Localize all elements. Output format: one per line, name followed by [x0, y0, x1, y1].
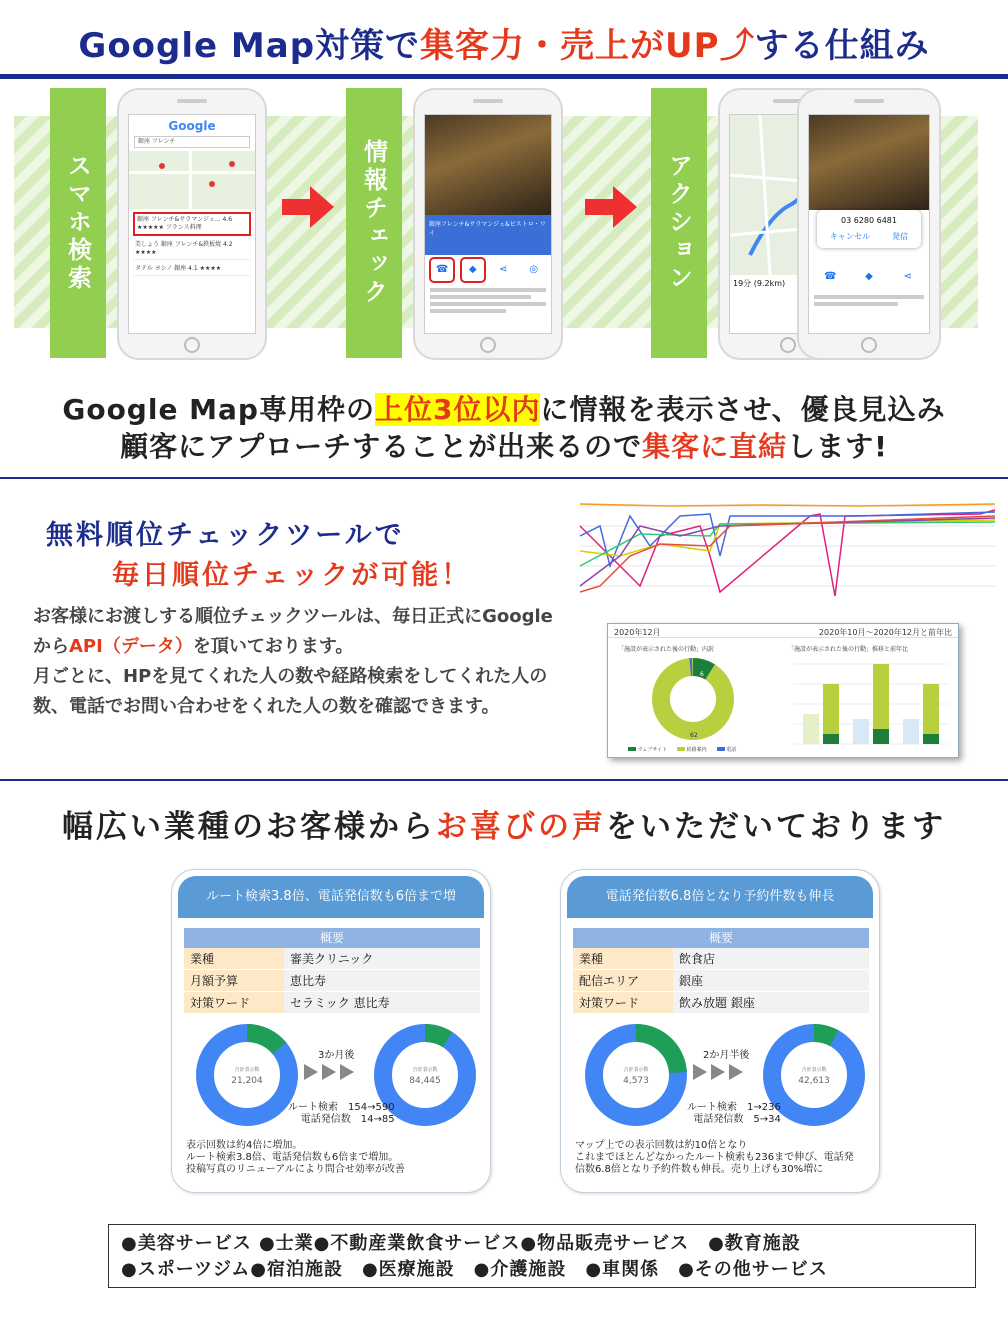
tool-subheading: 毎日順位チェックが可能！ [112, 560, 472, 591]
case-notes: マップ上での表示回数は約10倍となり これまでほとんどなかったルート検索も236まで伸び、電話発 信数6.8倍となり予約件数も伸長。売り上げも30%増に [575, 1140, 854, 1175]
phone-icon: ☎ [824, 271, 837, 282]
tool-heading: 無料順位チェックツールで [46, 520, 405, 551]
statement-line2 [0, 425, 1008, 465]
case-card-clinic [171, 869, 491, 1193]
donut-legend [628, 746, 736, 753]
section-divider [0, 477, 1008, 479]
legend-route: 経路案内 [677, 746, 707, 753]
page-title [0, 18, 1008, 67]
flow-arrow-icon [282, 192, 334, 222]
donut-label: 合計表示数 [623, 1067, 649, 1073]
row-key: 業種 [573, 948, 673, 969]
metric-route: ルート検索 154→590 [288, 1102, 395, 1113]
table-row [573, 992, 869, 1014]
call-dialog [817, 210, 921, 248]
step-info-check: 情報チェック [346, 88, 402, 358]
google-logo: Google [168, 119, 216, 133]
row-value: 飲食店 [673, 948, 869, 969]
progress-arrow-icon [304, 1064, 318, 1080]
voice-red: お喜びの声 [436, 809, 606, 845]
donut-value: 42,613 [798, 1076, 830, 1086]
table-row [184, 970, 480, 992]
metric-route: ルート検索 1→236 [687, 1102, 781, 1113]
phone-icon: ☎ [431, 259, 453, 281]
progress-arrow-icon [693, 1064, 707, 1080]
statement-text: 顧客にアプローチすることが出来るので [120, 430, 643, 463]
row-key: 業種 [184, 948, 284, 969]
donut-value: 21,204 [231, 1076, 263, 1086]
progress-arrow-icon [340, 1064, 354, 1080]
donut-caption: 「施設が表示された後の行動」内訳 [618, 646, 715, 653]
before-donut [583, 1022, 689, 1128]
donut-value: 4,573 [623, 1076, 649, 1086]
phone-call-screenshot [797, 88, 941, 360]
table-row [184, 948, 480, 970]
listing: 美しょう 銀座 フレンチ&鉄板焼 4.2 ★★★★ [133, 239, 251, 260]
row-key: 月額予算 [184, 970, 284, 991]
table-header: 概要 [573, 928, 869, 948]
section-divider [0, 779, 1008, 781]
title-part2: する仕組み [754, 26, 930, 66]
statement-red: 集客に直結 [642, 430, 788, 463]
industries-line1: ●美容サービス ●士業●不動産業飲食サービス●物品販売サービス ●教育施設 [121, 1233, 801, 1254]
row-key: 対策ワード [573, 992, 673, 1013]
search-query: 銀座 フレンチ [134, 136, 250, 148]
statement-text: Google Map専用枠の [62, 393, 375, 426]
directions-icon: ◆ [462, 259, 484, 281]
donut-value-label: 62 [690, 732, 698, 739]
step-smartphone-search: スマホ検索 [50, 88, 106, 358]
case-notes: 表示回数は約4倍に増加。 ルート検索3.8倍、電話発信数も6倍まで増加。 投稿写真のリニューアルにより問合せ効率が改善 [186, 1140, 405, 1175]
row-key: 対策ワード [184, 992, 284, 1013]
statement-line1 [0, 388, 1008, 428]
share-icon: ⋖ [903, 271, 912, 282]
row-value: 銀座 [673, 970, 869, 991]
case-summary-table [184, 928, 480, 1014]
phone-detail-screenshot [413, 88, 563, 360]
metric-phone: 電話発信数 14→85 [300, 1114, 395, 1125]
listing-highlighted: 銀座 フレンチ&サラマンジェ... 4.6 ★★★★★ フランス料理 [133, 212, 251, 236]
progress-arrow-icon [711, 1064, 725, 1080]
tool-body-text: 月ごとに、HPを見てくれた人の数や経路検索をしてくれた人の数、電話でお問い合わせをくれた人の数を確認できます。 [33, 666, 548, 717]
phone-search-screenshot [117, 88, 267, 360]
web-icon: ◎ [529, 264, 539, 275]
route-distance: 19分 (9.2km) [733, 279, 786, 288]
title-part1: Google Map対策で [78, 26, 421, 66]
voice-text: をいただいております [606, 809, 946, 845]
legend-web: ウェブサイト [628, 746, 667, 753]
statement-highlight: 上位3位以内 [374, 393, 541, 426]
table-row [184, 992, 480, 1014]
row-key: 配信エリア [573, 970, 673, 991]
elapsed-period: 3か月後 [318, 1050, 355, 1061]
stats-title-left: 2020年12月 [614, 628, 661, 637]
tool-body-api: API（データ） [69, 636, 193, 657]
phone-number: 03 6280 6481 [841, 216, 897, 225]
step-action: アクション [651, 88, 707, 358]
stats-panel [607, 623, 959, 758]
voice-text: 幅広い業種のお客様から [62, 809, 436, 845]
tool-body-text: お客様にお渡しする順位チェックツールは、毎日正式にGoogleから [33, 606, 553, 657]
progress-arrow-icon [322, 1064, 336, 1080]
donut-label: 合計表示数 [801, 1067, 827, 1073]
share-icon: ⋖ [499, 264, 508, 275]
title-red: 集客力・売上がUP⤴ [420, 26, 755, 66]
call-button: 発信 [892, 232, 908, 241]
actions-bar-chart [788, 654, 953, 754]
industries-box [108, 1224, 976, 1288]
progress-arrow-icon [729, 1064, 743, 1080]
case-card-restaurant [560, 869, 880, 1193]
elapsed-period: 2か月半後 [703, 1050, 750, 1061]
donut-value: 84,445 [409, 1076, 441, 1086]
statement-text: に情報を表示させ、優良見込み [540, 393, 946, 426]
testimonial-heading [0, 801, 1008, 846]
donut-label: 合計表示数 [412, 1067, 438, 1073]
donut-main-segment [772, 1033, 856, 1117]
row-value: 審美クリニック [284, 948, 480, 969]
stats-title-right: 2020年10月～2020年12月と前年比 [818, 628, 952, 637]
rank-line-chart [560, 496, 1000, 606]
bar-caption: 「施設が表示された後の行動」推移と前年比 [788, 646, 909, 653]
donut-small-label: 6 [700, 671, 704, 678]
industries-line2: ●スポーツジム●宿泊施設 ●医療施設 ●介護施設 ●車関係 ●その他サービス [121, 1259, 828, 1280]
actions-donut [648, 654, 738, 744]
row-value: 恵比寿 [284, 970, 480, 991]
donut-main-segment [383, 1033, 467, 1117]
case-metrics [687, 1102, 781, 1126]
listing: タテル ヨシノ 銀座 4.1 ★★★★ [133, 263, 251, 276]
cancel-button: キャンセル [830, 232, 870, 241]
case-caption: ルート検索3.8倍、電話発信数も6倍まで増 [178, 876, 484, 918]
directions-icon: ◆ [865, 271, 873, 282]
row-value: 飲み放題 銀座 [673, 992, 869, 1013]
table-row [573, 948, 869, 970]
tool-description [33, 602, 553, 722]
mini-map [129, 151, 255, 209]
tool-body-text: を頂いております。 [192, 636, 354, 657]
flow-arrow-icon [585, 192, 637, 222]
legend-phone: 電話 [717, 746, 737, 753]
before-donut [194, 1022, 300, 1128]
table-row [573, 970, 869, 992]
row-value: セラミック 恵比寿 [284, 992, 480, 1013]
case-summary-table [573, 928, 869, 1014]
case-caption: 電話発信数6.8倍となり予約件数も伸長 [567, 876, 873, 918]
restaurant-photo [425, 115, 551, 215]
statement-text: します! [787, 430, 888, 463]
place-title: 銀座フレンチ&サラマンジェ&ビストロ・ワイ [425, 215, 551, 255]
case-metrics [288, 1102, 395, 1126]
donut-label: 合計表示数 [234, 1067, 260, 1073]
title-rule [0, 74, 1008, 79]
table-header: 概要 [184, 928, 480, 948]
metric-phone: 電話発信数 5→34 [693, 1114, 781, 1125]
